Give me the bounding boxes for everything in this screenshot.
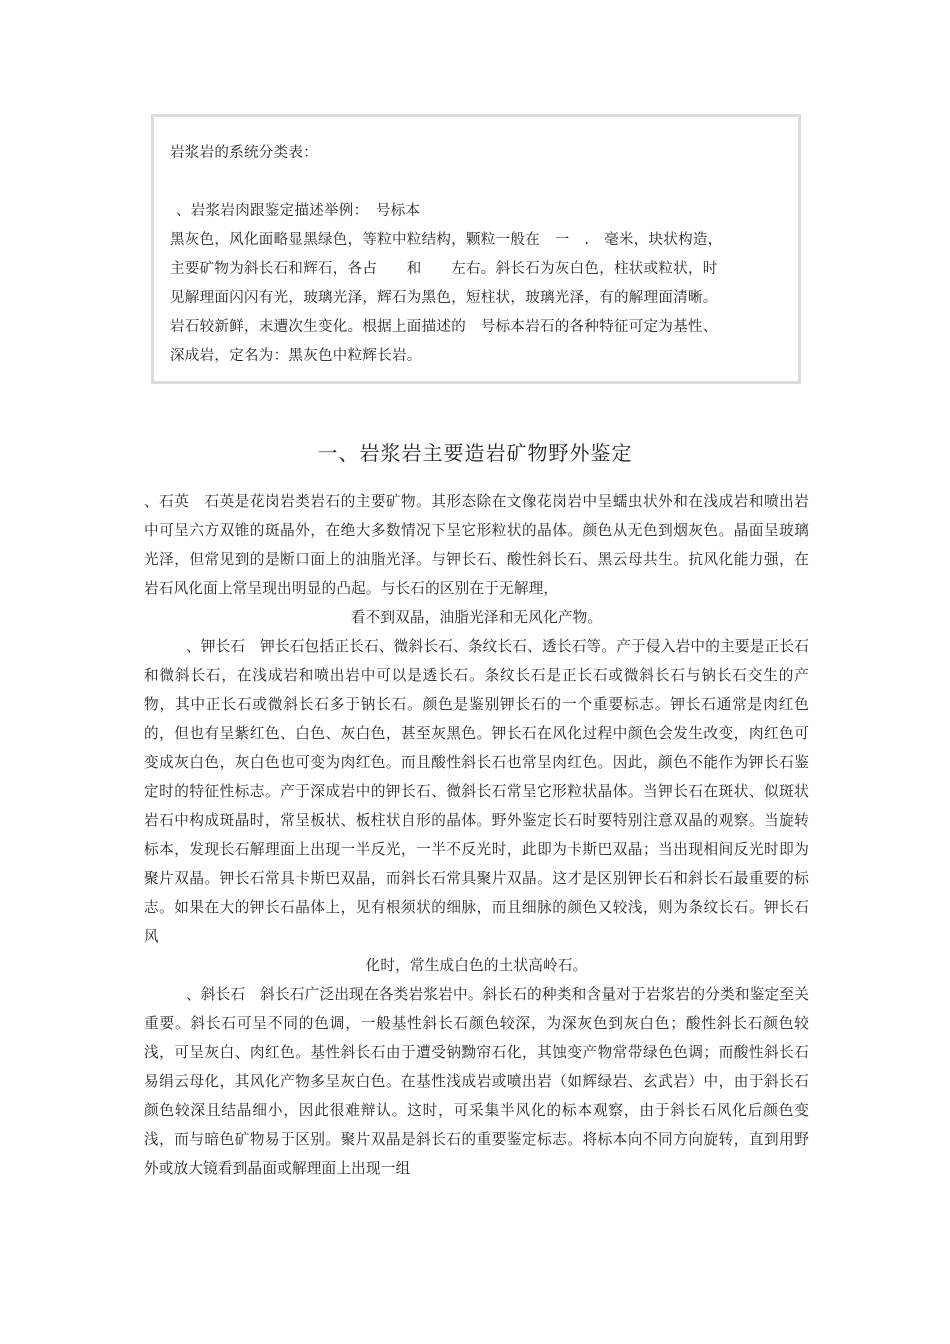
quartz-paragraph-end: 看不到双晶，油脂光泽和无风化产物。 (350, 609, 603, 626)
box-heading: 岩浆岩的系统分类表： (170, 145, 318, 161)
box-description-line: 黑灰色，风化面略显黑绿色，等粒中粒结构，颗粒一般在 一 . 毫米，块状构造， (170, 232, 723, 248)
body-text (144, 487, 809, 1183)
plagioclase-paragraph: 、斜长石 斜长石广泛出现在各类岩浆岩中。斜长石的种类和含量对于岩浆岩的分类和鉴定至关重要。斜长石可呈不同的色调，一般基性斜长石颜色较深，为深灰色到灰白色；酸性斜长石颜色较浅，可呈灰白、肉红色。基性斜长石由于遭受钠黝帘石化，其蚀变产物常带绿色色调；而酸性斜长石易绢云母化，其风化产物多呈灰白色。在基性浅成岩或喷出岩（如辉绿岩、玄武岩）中，由于斜长石颜色较深且结晶细小，因此很难辩认。这时，可采集半风化的标本观察，由于斜长石风化后颜色变浅，而与暗色矿物易于区别。聚片双晶是斜长石的重要鉴定标志。将标本向不同方向旋转，直到用野外或放大镜看到晶面或解理面上出现一组 (144, 986, 809, 1177)
box-description-line: 见解理面闪闪有光，玻璃光泽，辉石为黑色，短柱状，玻璃光泽，有的解理面清晰。 (170, 290, 718, 306)
box-description-line: 岩石较新鲜，末遭次生变化。根据上面描述的 号标本岩石的各种特征可定为基性、 (170, 319, 718, 335)
classification-box (151, 114, 801, 384)
k-feldspar-paragraph-end: 化时，常生成白色的土状高岭石。 (365, 957, 588, 974)
box-description-line: 深成岩，定名为：黑灰色中粒辉长岩。 (170, 348, 422, 364)
k-feldspar-paragraph: 、钾长石 钾长石包括正长石、微斜长石、条纹长石、透长石等。产于侵入岩中的主要是正长石和微斜长石，在浅成岩和喷出岩中可以是透长石。条纹长石是正长石或微斜长石与钠长石交生的产物，其中正长石或微斜长石多于钠长石。颜色是鉴别钾长石的一个重要标志。钾长石通常是肉红色的，但也有呈紫红色、白色、灰白色，甚至灰黑色。钾长石在风化过程中颜色会发生改变，肉红色可变成灰白色，灰白色也可变为肉红色。而且酸性斜长石也常呈肉红色。因此，颜色不能作为钾长石鉴定时的特征性标志。产于深成岩中的钾长石、微斜长石常呈它形粒状晶体。当钾长石在斑状、似斑状岩石中构成斑晶时，常呈板状、板柱状自形的晶体。野外鉴定长石时要特别注意双晶的观察。当旋转标本，发现长石解理面上出现一半反光，一半不反光时，此即为卡斯巴双晶；当出现相间反光时即为聚片双晶。钾长石常具卡斯巴双晶，而斜长石常具聚片双晶。这才是区别钾长石和斜长石最重要的标志。如果在大的钾长石晶体上，见有根须状的细脉，而且细脉的颜色又较浅，则为条纹长石。钾长石风 (144, 638, 809, 945)
box-description-line: 主要矿物为斜长石和辉石，各占 和 左右。斜长石为灰白色，柱状或粒状，时 (170, 261, 718, 277)
quartz-paragraph: 、石英 石英是花岗岩类岩石的主要矿物。其形态除在文像花岗岩中呈蠕虫状外和在浅成岩和喷出岩中可呈六方双锥的斑晶外，在绝大多数情况下呈它形粒状的晶体。颜色从无色到烟灰色。晶面呈玻璃光泽，但常见到的是断口面上的油脂光泽。与钾长石、酸性斜长石、黑云母共生。抗风化能力强，在岩石风化面上常呈现出明显的凸起。与长石的区别在于无解理， (144, 493, 809, 597)
section-title: 一、岩浆岩主要造岩矿物野外鉴定 (317, 441, 633, 465)
box-intro: 、岩浆岩肉跟鉴定描述举例： 号标本 (176, 203, 421, 219)
